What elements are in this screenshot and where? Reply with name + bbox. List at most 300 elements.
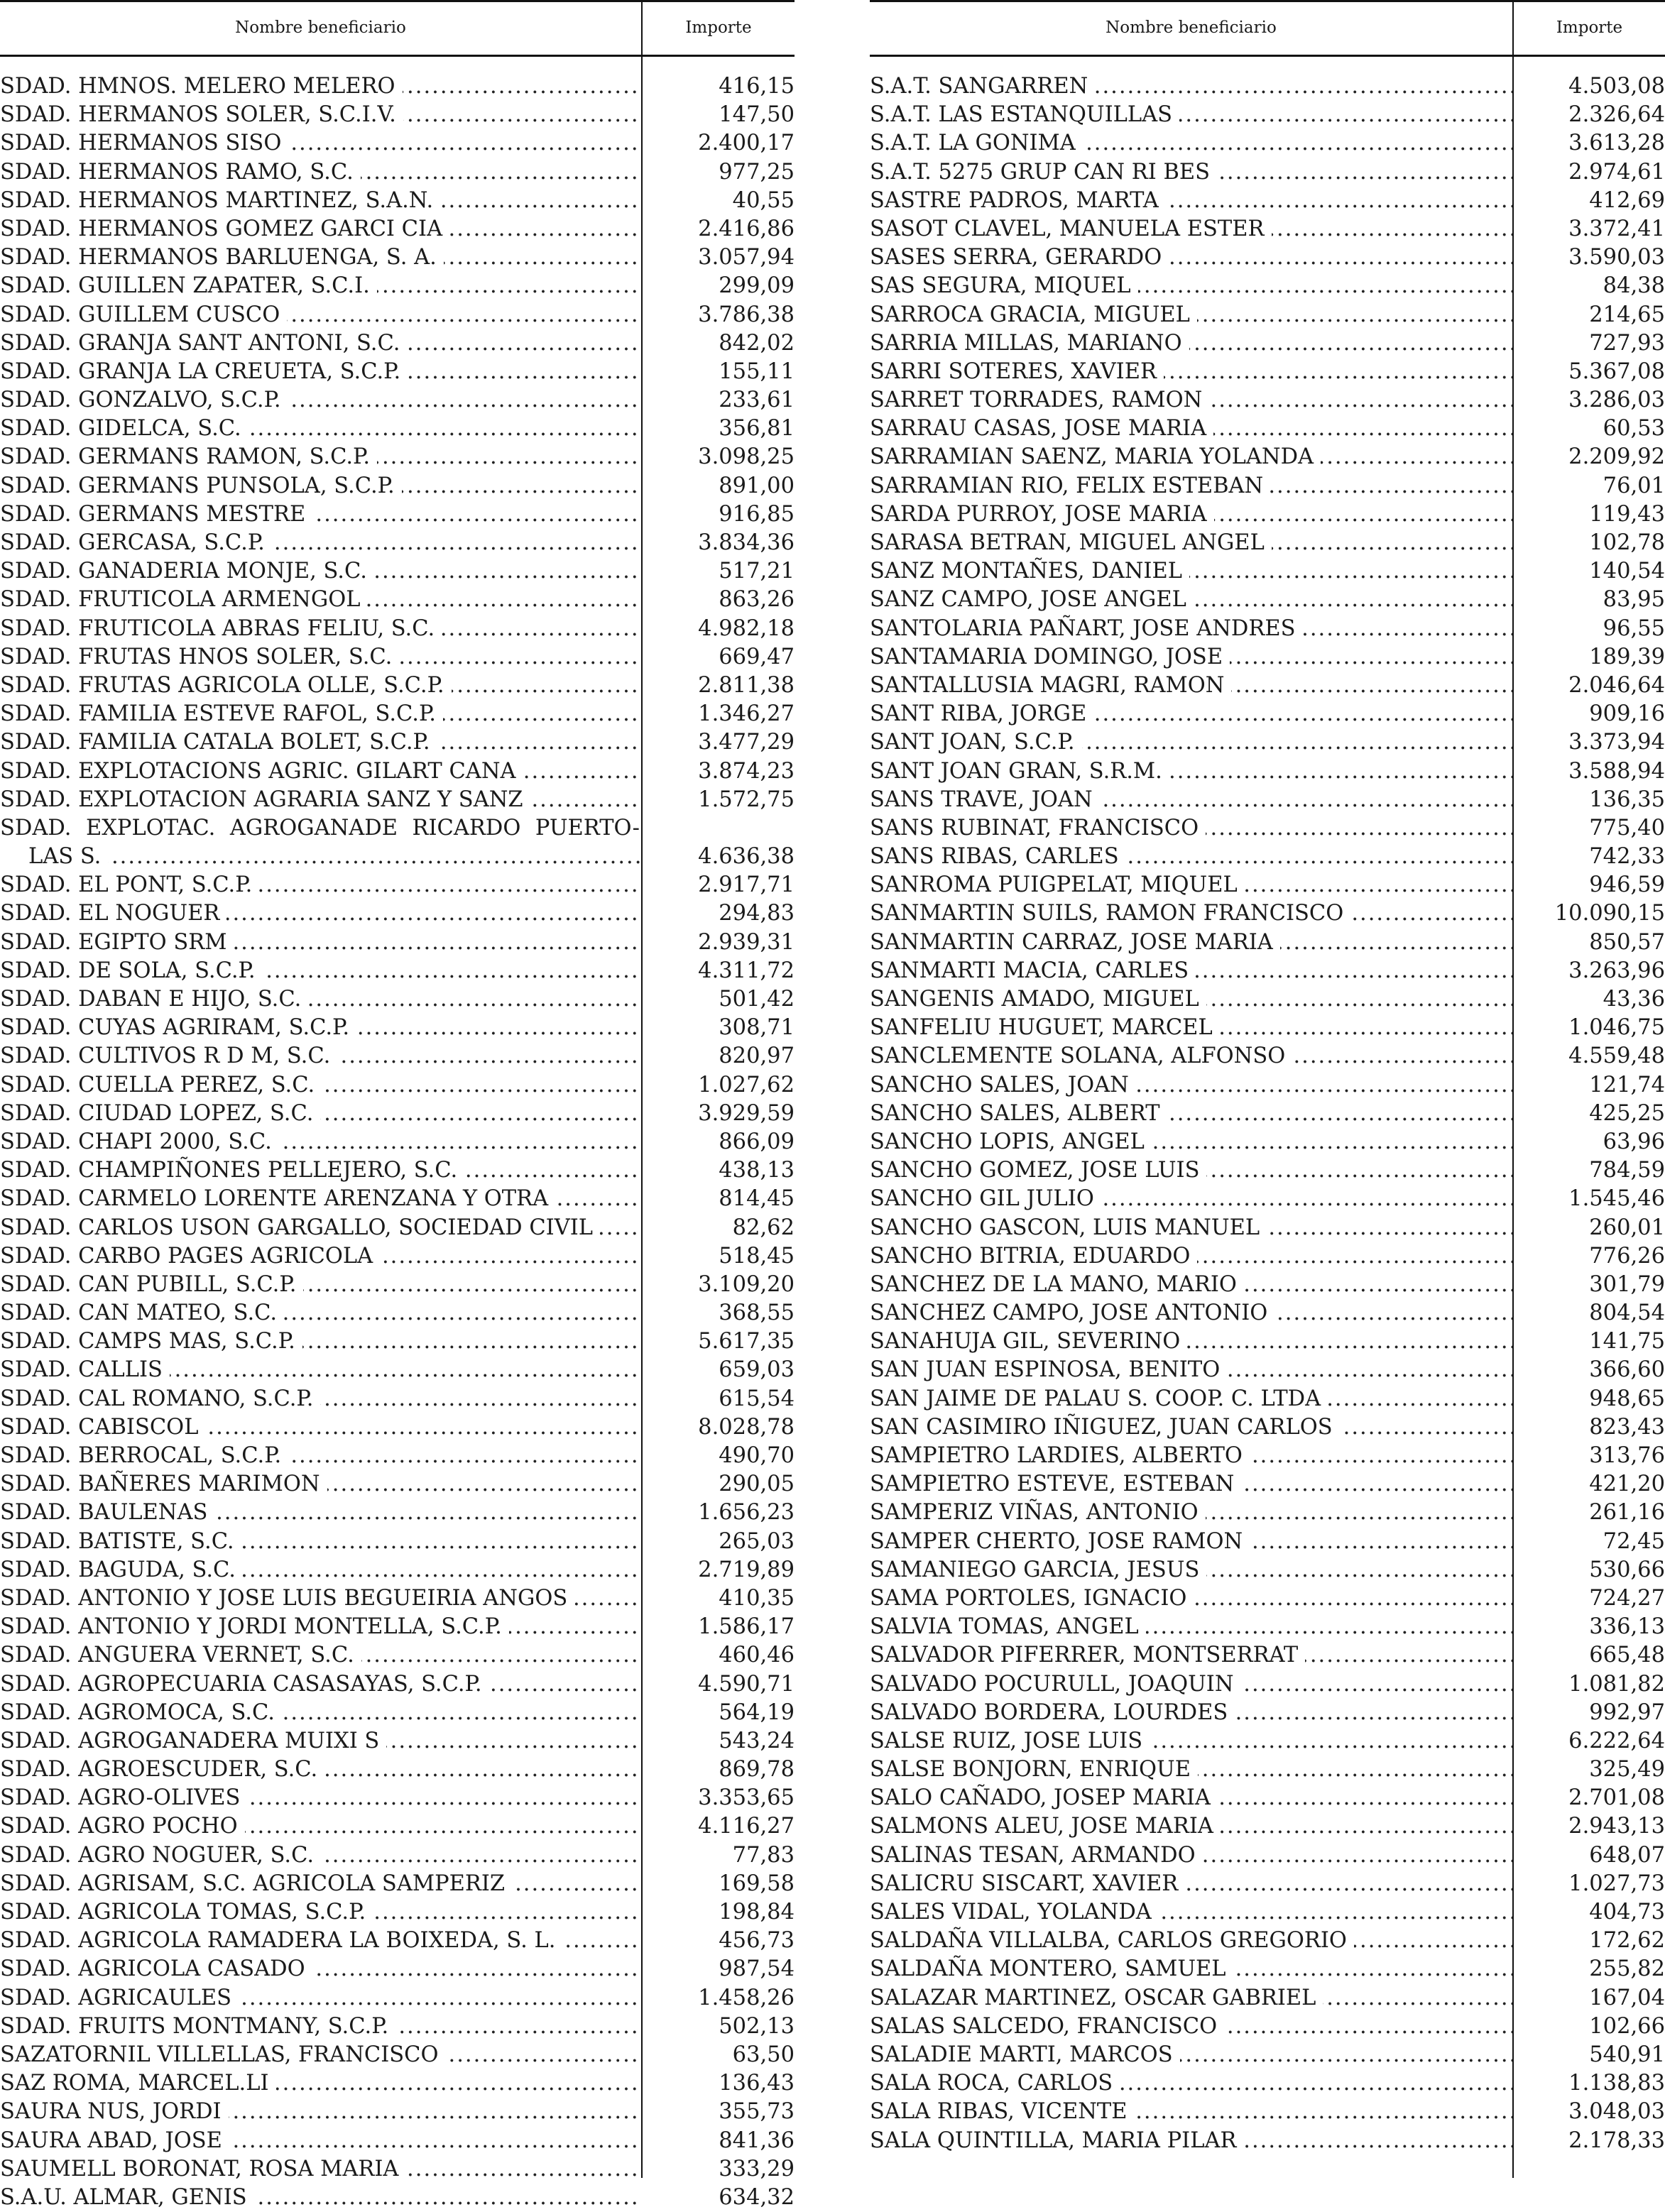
table-row <box>870 1214 1665 1242</box>
table-row <box>870 643 1665 672</box>
table-row <box>870 1756 1665 1784</box>
beneficiary-name: SALES VIDAL, YOLANDA ..... <box>870 1898 1512 1927</box>
table-row <box>870 472 1665 500</box>
amount-value: 3.834,36 <box>698 530 795 555</box>
beneficiary-name: SANCHO SALES, JOAN ..... <box>870 1071 1512 1100</box>
beneficiary-name: SANTAMARIA DOMINGO, JOSE ..... <box>870 643 1512 672</box>
beneficiary-name: SAN CASIMIRO IÑIGUEZ, JUAN CARLOS ..... <box>870 1413 1512 1442</box>
amount-value: 119,43 <box>1589 501 1665 527</box>
table-row <box>0 158 795 187</box>
table-row <box>870 2041 1665 2069</box>
beneficiary-name: SAURA ABAD, JOSE ..... <box>0 2127 641 2155</box>
table-row <box>870 187 1665 215</box>
table-row <box>0 101 795 129</box>
amount-value: 2.400,17 <box>698 131 795 156</box>
amount-value: 167,04 <box>1589 1985 1665 2010</box>
amount-value: 3.929,59 <box>698 1100 795 1126</box>
beneficiary-name: SDAD. GONZALVO, S.C.P. ..... <box>0 386 641 415</box>
beneficiary-name: SDAD. CUYAS AGRIRAM, S.C.P. ..... <box>0 1014 641 1042</box>
table-row <box>0 1927 795 1955</box>
table-row <box>870 1413 1665 1442</box>
table-row <box>0 700 795 728</box>
amount-value: 261,16 <box>1589 1500 1665 1526</box>
table-row <box>870 1870 1665 1898</box>
amount-value: 820,97 <box>719 1044 795 1069</box>
table-row <box>0 129 795 158</box>
beneficiary-name: SDAD. EL NOGUER ..... <box>0 899 641 928</box>
beneficiary-name: SDAD. AGRICOLA RAMADERA LA BOIXEDA, S. L. ..... <box>0 1927 641 1955</box>
amount-value: 416,15 <box>719 74 795 99</box>
right-table-header <box>870 0 1665 57</box>
amount-value: 823,43 <box>1589 1414 1665 1440</box>
table-row <box>0 187 795 215</box>
table-row <box>870 443 1665 471</box>
table-row <box>0 1756 795 1784</box>
table-row <box>0 1356 795 1384</box>
beneficiary-name: SDAD. CALLIS ..... <box>0 1356 641 1384</box>
table-row <box>870 899 1665 928</box>
amount-value: 543,24 <box>719 1728 795 1753</box>
table-row <box>0 443 795 471</box>
table-row <box>0 1214 795 1242</box>
amount-value: 1.027,73 <box>1568 1871 1665 1896</box>
beneficiary-name: SANCHO LOPIS, ANGEL ..... <box>870 1128 1512 1156</box>
beneficiary-name: SDAD. GERMANS MESTRE ..... <box>0 500 641 529</box>
beneficiary-name: SAZ ROMA, MARCEL.LI ..... <box>0 2069 641 2098</box>
beneficiary-name: S.A.U. ALMAR, GENIS ..... <box>0 2184 641 2212</box>
table-row <box>870 1100 1665 1128</box>
table-row <box>0 358 795 386</box>
beneficiary-name: SANCLEMENTE SOLANA, ALFONSO ..... <box>870 1042 1512 1071</box>
table-row <box>870 786 1665 814</box>
header-name: Nombre beneficiario <box>1106 18 1277 37</box>
amount-value: 518,45 <box>719 1243 795 1269</box>
table-row <box>0 814 795 871</box>
beneficiary-name: SARRIA MILLAS, MARIANO ..... <box>870 329 1512 358</box>
table-row <box>870 1584 1665 1613</box>
table-row <box>870 272 1665 300</box>
table-row <box>870 1356 1665 1384</box>
table-row <box>0 1556 795 1584</box>
amount-value: 72,45 <box>1603 1528 1665 1554</box>
table-row <box>870 529 1665 557</box>
table-row <box>0 1812 795 1841</box>
beneficiary-name: SANZ CAMPO, JOSE ANGEL ..... <box>870 586 1512 614</box>
amount-value: 517,21 <box>719 559 795 584</box>
beneficiary-name: SDAD. GERMANS PUNSOLA, S.C.P. ..... <box>0 472 641 500</box>
table-row <box>0 1385 795 1413</box>
table-row <box>870 1812 1665 1841</box>
table-row <box>0 2098 795 2126</box>
table-row <box>870 1042 1665 1071</box>
amount-value: 841,36 <box>719 2128 795 2153</box>
table-row <box>870 814 1665 843</box>
amount-value: 356,81 <box>719 416 795 442</box>
amount-value: 1.081,82 <box>1568 1671 1665 1697</box>
amount-value: 425,25 <box>1589 1100 1665 1126</box>
amount-value: 4.116,27 <box>698 1814 795 1839</box>
amount-value: 2.917,71 <box>698 872 795 898</box>
table-row <box>870 1442 1665 1470</box>
amount-value: 3.477,29 <box>698 730 795 755</box>
beneficiary-name: SDAD. EL PONT, S.C.P. ..... <box>0 871 641 899</box>
beneficiary-name: SALDAÑA VILLALBA, CARLOS GREGORIO ..... <box>870 1927 1512 1955</box>
amount-value: 1.138,83 <box>1568 2071 1665 2096</box>
amount-value: 946,59 <box>1589 872 1665 898</box>
amount-value: 172,62 <box>1589 1928 1665 1954</box>
table-row <box>0 1442 795 1470</box>
beneficiary-name: SANCHO GIL JULIO ..... <box>870 1185 1512 1213</box>
table-row <box>0 957 795 985</box>
amount-value: 82,62 <box>732 1215 795 1240</box>
amount-value: 3.786,38 <box>698 302 795 327</box>
amount-value: 3.353,65 <box>698 1785 795 1811</box>
beneficiary-name: SDAD. CAN MATEO, S.C. ..... <box>0 1299 641 1327</box>
amount-value: 8.028,78 <box>698 1414 795 1440</box>
amount-value: 147,50 <box>719 102 795 128</box>
amount-value: 804,54 <box>1589 1301 1665 1326</box>
table-row <box>0 301 795 329</box>
beneficiary-name: SANT RIBA, JORGE ..... <box>870 700 1512 728</box>
table-row <box>870 72 1665 101</box>
amount-value: 501,42 <box>719 987 795 1012</box>
amount-value: 724,27 <box>1589 1585 1665 1611</box>
beneficiary-name: SDAD. GRANJA SANT ANTONI, S.C. ..... <box>0 329 641 358</box>
amount-value: 3.098,25 <box>698 444 795 470</box>
beneficiary-name: SALSE RUIZ, JOSE LUIS ..... <box>870 1727 1512 1756</box>
beneficiary-name: SASES SERRA, GERARDO ..... <box>870 243 1512 272</box>
beneficiary-name: SANAHUJA GIL, SEVERINO ..... <box>870 1327 1512 1356</box>
amount-value: 3.373,94 <box>1568 730 1665 755</box>
beneficiary-name: SANGENIS AMADO, MIGUEL ..... <box>870 985 1512 1014</box>
amount-value: 665,48 <box>1589 1643 1665 1668</box>
table-row <box>870 957 1665 985</box>
table-row <box>0 728 795 757</box>
beneficiary-name: SAN JAIME DE PALAU S. COOP. C. LTDA ..... <box>870 1385 1512 1413</box>
amount-value: 3.613,28 <box>1568 131 1665 156</box>
beneficiary-name: S.A.T. SANGARREN ..... <box>870 72 1512 101</box>
amount-value: 3.874,23 <box>698 758 795 784</box>
beneficiary-name: SALA ROCA, CARLOS ..... <box>870 2069 1512 2098</box>
beneficiary-name: SANT JOAN GRAN, S.R.M. ..... <box>870 757 1512 786</box>
amount-value: 84,38 <box>1603 273 1665 299</box>
table-row <box>870 1499 1665 1527</box>
amount-value: 3.057,94 <box>698 245 795 270</box>
beneficiary-name: SDAD. GERCASA, S.C.P. ..... <box>0 529 641 557</box>
table-row <box>870 672 1665 700</box>
table-row <box>0 1299 795 1327</box>
beneficiary-name: SANCHO SALES, ALBERT ..... <box>870 1100 1512 1128</box>
beneficiary-name-line1: SDAD. EXPLOTAC. AGROGANADE RICARDO PUERTO- <box>0 815 640 841</box>
amount-value: 63,50 <box>732 2042 795 2067</box>
table-row <box>0 1699 795 1727</box>
amount-value: 1.027,62 <box>698 1072 795 1097</box>
amount-value: 669,47 <box>719 644 795 669</box>
amount-value: 2.178,33 <box>1568 2128 1665 2153</box>
amount-value: 121,74 <box>1589 1072 1665 1097</box>
beneficiary-name: SANCHEZ DE LA MANO, MARIO ..... <box>870 1271 1512 1299</box>
table-row <box>0 871 795 899</box>
table-row <box>0 757 795 786</box>
beneficiary-name: S.A.T. 5275 GRUP CAN RI BES ..... <box>870 158 1512 187</box>
table-row <box>870 1841 1665 1870</box>
table-row <box>870 1014 1665 1042</box>
table-row <box>0 1898 795 1927</box>
table-row <box>870 215 1665 243</box>
beneficiary-name: SDAD. CABISCOL ..... <box>0 1413 641 1442</box>
beneficiary-name: SALVADOR PIFERRER, MONTSERRAT ..... <box>870 1641 1512 1670</box>
amount-value: 136,35 <box>1589 787 1665 812</box>
table-row <box>0 2184 795 2212</box>
beneficiary-name: SARASA BETRAN, MIGUEL ANGEL ..... <box>870 529 1512 557</box>
beneficiary-name: SALSE BONJORN, ENRIQUE ..... <box>870 1756 1512 1784</box>
beneficiary-name: SDAD. AGRO NOGUER, S.C. ..... <box>0 1841 641 1870</box>
amount-value: 3.048,03 <box>1568 2099 1665 2125</box>
table-row <box>870 129 1665 158</box>
amount-value: 43,36 <box>1603 987 1665 1012</box>
beneficiary-name: S.A.T. LAS ESTANQUILLAS ..... <box>870 101 1512 129</box>
amount-value: 866,09 <box>719 1129 795 1154</box>
beneficiary-name: SANCHO BITRIA, EDUARDO ..... <box>870 1242 1512 1271</box>
beneficiary-name: SDAD. CARBO PAGES AGRICOLA ..... <box>0 1242 641 1271</box>
amount-value: 412,69 <box>1589 187 1665 213</box>
beneficiary-name: SDAD. AGRICOLA TOMAS, S.C.P. ..... <box>0 1898 641 1927</box>
beneficiary-name: SANS RUBINAT, FRANCISCO ..... <box>870 814 1512 843</box>
table-row <box>0 472 795 500</box>
beneficiary-name <box>0 814 641 871</box>
table-row <box>0 1870 795 1898</box>
beneficiary-name: SALAS SALCEDO, FRANCISCO ..... <box>870 2013 1512 2041</box>
table-row <box>870 1699 1665 1727</box>
table-row <box>0 1499 795 1527</box>
amount-value: 136,43 <box>719 2071 795 2096</box>
beneficiary-name: SALVADO POCURULL, JOAQUIN ..... <box>870 1670 1512 1699</box>
amount-value: 490,70 <box>719 1443 795 1469</box>
amount-value: 333,29 <box>719 2156 795 2181</box>
table-row <box>870 1641 1665 1670</box>
table-row <box>0 672 795 700</box>
beneficiary-name: SARRET TORRADES, RAMON ..... <box>870 386 1512 415</box>
table-row <box>0 1641 795 1670</box>
beneficiary-name: SARRI SOTERES, XAVIER ..... <box>870 358 1512 386</box>
table-row <box>870 871 1665 899</box>
table-row <box>870 1128 1665 1156</box>
beneficiary-name: SAURA NUS, JORDI ..... <box>0 2098 641 2126</box>
beneficiary-name: SANS TRAVE, JOAN ..... <box>870 786 1512 814</box>
amount-value: 4.503,08 <box>1568 74 1665 99</box>
amount-value: 404,73 <box>1589 1900 1665 1924</box>
beneficiary-name: SDAD. HMNOS. MELERO MELERO ..... <box>0 72 641 101</box>
beneficiary-name: SANMARTIN SUILS, RAMON FRANCISCO ..... <box>870 899 1512 928</box>
table-row <box>0 2127 795 2155</box>
amount-value: 5.367,08 <box>1568 358 1665 384</box>
beneficiary-name: SAN JUAN ESPINOSA, BENITO ..... <box>870 1356 1512 1384</box>
beneficiary-name: SDAD. BATISTE, S.C. ..... <box>0 1528 641 1556</box>
table-row <box>870 1670 1665 1699</box>
beneficiary-name: SDAD. CHAPI 2000, S.C. ..... <box>0 1128 641 1156</box>
beneficiary-name: SANCHEZ CAMPO, JOSE ANTONIO ..... <box>870 1299 1512 1327</box>
beneficiary-name: SDAD. GIDELCA, S.C. ..... <box>0 415 641 443</box>
amount-value: 2.974,61 <box>1568 159 1665 185</box>
beneficiary-name: SDAD. AGROPECUARIA CASASAYAS, S.C.P. ..... <box>0 1670 641 1699</box>
amount-value: 4.636,38 <box>698 844 795 870</box>
beneficiary-name: SDAD. CUELLA PEREZ, S.C. ..... <box>0 1071 641 1100</box>
amount-value: 634,32 <box>719 2184 795 2210</box>
table-row <box>870 1156 1665 1185</box>
left-table-header <box>0 0 795 57</box>
beneficiary-name: SDAD. HERMANOS BARLUENGA, S. A. ..... <box>0 243 641 272</box>
table-row <box>0 786 795 814</box>
amount-value: 916,85 <box>719 501 795 527</box>
amount-value: 564,19 <box>719 1699 795 1725</box>
table-row <box>870 557 1665 586</box>
amount-value: 850,57 <box>1589 929 1665 955</box>
beneficiary-name: SDAD. CAN PUBILL, S.C.P. ..... <box>0 1271 641 1299</box>
beneficiary-name: SARROCA GRACIA, MIGUEL ..... <box>870 301 1512 329</box>
table-row <box>0 500 795 529</box>
beneficiary-name: SDAD. HERMANOS RAMO, S.C. ..... <box>0 158 641 187</box>
table-row <box>870 500 1665 529</box>
amount-value: 63,96 <box>1603 1129 1665 1154</box>
beneficiary-name: SDAD. CHAMPIÑONES PELLEJERO, S.C. ..... <box>0 1156 641 1185</box>
beneficiary-name: SARRAMIAN RIO, FELIX ESTEBAN ..... <box>870 472 1512 500</box>
right-rows-list <box>870 72 1665 2155</box>
amount-value: 502,13 <box>719 2013 795 2039</box>
beneficiary-name: SALAZAR MARTINEZ, OSCAR GABRIEL ..... <box>870 1984 1512 2013</box>
table-row <box>0 1071 795 1100</box>
table-row <box>0 643 795 672</box>
table-row <box>0 557 795 586</box>
beneficiary-name: SALMONS ALEU, JOSE MARIA ..... <box>870 1812 1512 1841</box>
amount-value: 659,03 <box>719 1357 795 1383</box>
table-row <box>870 2127 1665 2155</box>
amount-value: 987,54 <box>719 1956 795 1982</box>
amount-value: 308,71 <box>719 1015 795 1041</box>
amount-value: 3.588,94 <box>1568 758 1665 784</box>
table-row <box>0 1327 795 1356</box>
beneficiary-name: SDAD. EXPLOTACIONS AGRIC. GILART CANA ..... <box>0 757 641 786</box>
table-row <box>0 586 795 614</box>
beneficiary-name: SDAD. FRUTICOLA ABRAS FELIU, S.C. ..... <box>0 615 641 643</box>
beneficiary-name: SDAD. ANTONIO Y JORDI MONTELLA, S.C.P. ..... <box>0 1613 641 1641</box>
beneficiary-name: SAMPER CHERTO, JOSE RAMON ..... <box>870 1528 1512 1556</box>
beneficiary-name: SALO CAÑADO, JOSEP MARIA ..... <box>870 1784 1512 1812</box>
beneficiary-name: SDAD. HERMANOS SISO ..... <box>0 129 641 158</box>
amount-value: 4.982,18 <box>698 615 795 641</box>
table-row <box>870 586 1665 614</box>
table-row <box>870 1784 1665 1812</box>
beneficiary-name: SALVADO BORDERA, LOURDES ..... <box>870 1699 1512 1727</box>
amount-value: 3.286,03 <box>1568 388 1665 413</box>
table-row <box>870 1528 1665 1556</box>
beneficiary-name: SDAD. FRUTICOLA ARMENGOL ..... <box>0 586 641 614</box>
amount-value: 615,54 <box>719 1386 795 1411</box>
amount-value: 313,76 <box>1589 1443 1665 1468</box>
beneficiary-name: SALA QUINTILLA, MARIA PILAR ..... <box>870 2127 1512 2155</box>
table-row <box>870 2098 1665 2126</box>
table-row <box>0 1470 795 1499</box>
amount-value: 3.590,03 <box>1568 245 1665 270</box>
amount-value: 1.656,23 <box>698 1500 795 1526</box>
beneficiary-name: SDAD. AGRICAULES ..... <box>0 1984 641 2013</box>
table-row <box>0 1128 795 1156</box>
amount-value: 2.811,38 <box>698 672 795 698</box>
beneficiary-name: SAZATORNIL VILLELLAS, FRANCISCO ..... <box>0 2041 641 2069</box>
beneficiary-name: SANCHO GASCON, LUIS MANUEL ..... <box>870 1214 1512 1242</box>
table-row <box>0 1242 795 1271</box>
amount-value: 2.209,92 <box>1568 444 1665 470</box>
beneficiary-name: SDAD. FRUTAS HNOS SOLER, S.C. ..... <box>0 643 641 672</box>
beneficiary-name: SASTRE PADROS, MARTA ..... <box>870 187 1512 215</box>
beneficiary-name: SANTALLUSIA MAGRI, RAMON ..... <box>870 672 1512 700</box>
amount-value: 233,61 <box>719 388 795 413</box>
amount-value: 3.372,41 <box>1568 216 1665 241</box>
beneficiary-name: SALADIE MARTI, MARCOS ..... <box>870 2041 1512 2069</box>
amount-value: 189,39 <box>1589 644 1665 669</box>
table-row <box>0 72 795 101</box>
amount-value: 368,55 <box>719 1301 795 1326</box>
beneficiary-name: SDAD. AGROMOCA, S.C. ..... <box>0 1699 641 1727</box>
table-row <box>870 1271 1665 1299</box>
beneficiary-name: S.A.T. LA GONIMA ..... <box>870 129 1512 158</box>
table-row <box>0 1100 795 1128</box>
amount-value: 301,79 <box>1589 1271 1665 1297</box>
beneficiary-name: SDAD. AGROGANADERA MUIXI S ..... <box>0 1727 641 1756</box>
beneficiary-name: SDAD. AGRO POCHO ..... <box>0 1812 641 1841</box>
beneficiary-name: SAMA PORTOLES, IGNACIO ..... <box>870 1584 1512 1613</box>
amount-value: 140,54 <box>1589 559 1665 584</box>
amount-value: 4.311,72 <box>698 958 795 983</box>
beneficiary-name: SANS RIBAS, CARLES ..... <box>870 843 1512 871</box>
amount-value: 2.046,64 <box>1568 672 1665 698</box>
table-row <box>870 757 1665 786</box>
amount-value: 992,97 <box>1589 1699 1665 1725</box>
amount-value: 198,84 <box>719 1900 795 1925</box>
amount-value: 290,05 <box>719 1472 795 1497</box>
beneficiary-name: SANMARTI MACIA, CARLES ..... <box>870 957 1512 985</box>
beneficiary-name: SANCHO GOMEZ, JOSE LUIS ..... <box>870 1156 1512 1185</box>
beneficiary-name: SANT JOAN, S.C.P. ..... <box>870 728 1512 757</box>
beneficiary-name: SARRAU CASAS, JOSE MARIA ..... <box>870 415 1512 443</box>
amount-value: 4.590,71 <box>698 1671 795 1697</box>
amount-value: 421,20 <box>1589 1472 1665 1497</box>
table-row <box>0 985 795 1014</box>
table-row <box>0 2013 795 2041</box>
header-amount: Importe <box>685 18 752 37</box>
table-row <box>0 1185 795 1213</box>
table-row <box>0 1014 795 1042</box>
amount-value: 863,26 <box>719 587 795 613</box>
table-row <box>870 1613 1665 1641</box>
amount-value: 299,09 <box>719 273 795 299</box>
table-row <box>870 1470 1665 1499</box>
amount-value: 96,55 <box>1603 615 1665 641</box>
header-name: Nombre beneficiario <box>235 18 406 37</box>
table-row <box>0 1042 795 1071</box>
amount-value: 3.109,20 <box>698 1271 795 1297</box>
amount-value: 102,78 <box>1589 530 1665 555</box>
amount-value: 784,59 <box>1589 1158 1665 1183</box>
amount-value: 336,13 <box>1589 1614 1665 1640</box>
table-row <box>870 1727 1665 1756</box>
amount-value: 2.326,64 <box>1568 102 1665 128</box>
amount-value: 2.416,86 <box>698 216 795 241</box>
amount-value: 366,60 <box>1589 1357 1665 1383</box>
table-row <box>0 386 795 415</box>
table-row <box>870 1385 1665 1413</box>
beneficiary-name: SANROMA PUIGPELAT, MIQUEL ..... <box>870 871 1512 899</box>
beneficiary-name: SAS SEGURA, MIQUEL ..... <box>870 272 1512 300</box>
